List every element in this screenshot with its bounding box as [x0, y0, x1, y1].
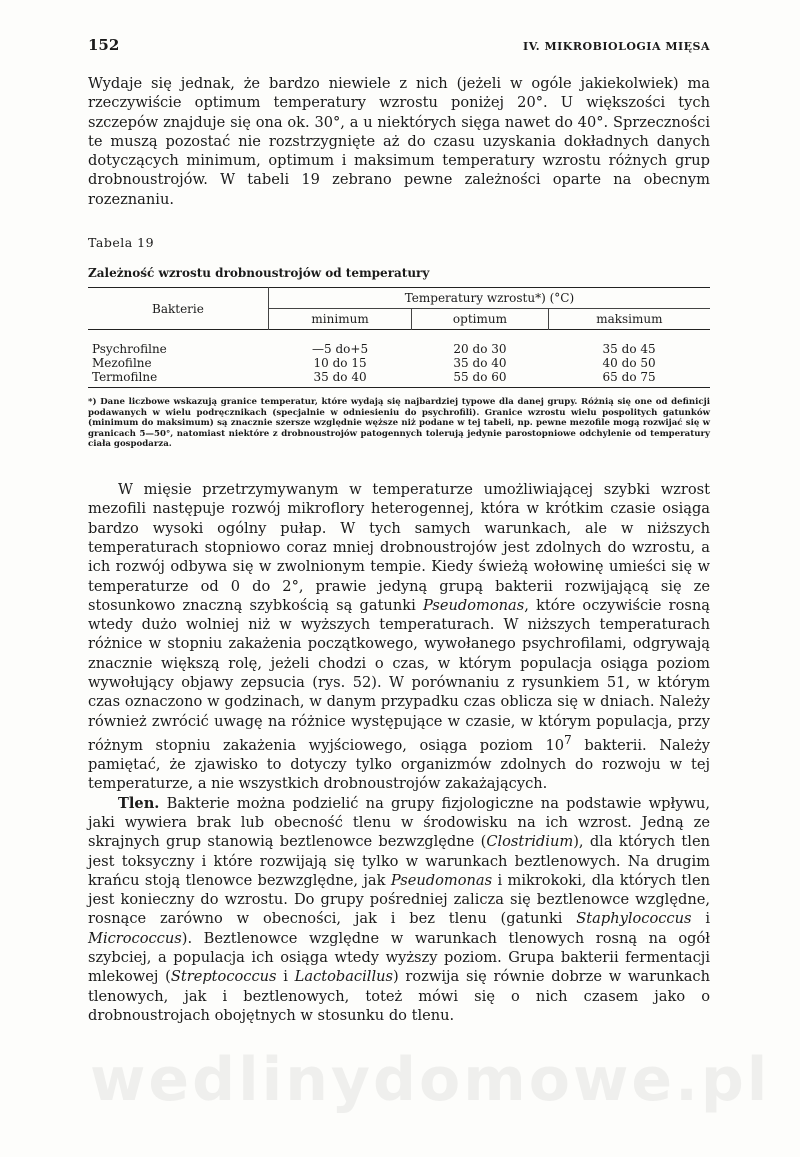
table-row	[88, 370, 710, 388]
text-run: Bakterie można podzielić na grupy fizjologiczne na podstawie wpływu, jaki wywiera brak lub obecność tlenu w środowisku na ich wzrost. Jedną ze skrajnych grup stanowią beztlenowce bezwzględne (	[88, 794, 710, 851]
genus-name: Pseudomonas	[390, 871, 493, 889]
genus-name: Micrococcus	[88, 929, 182, 947]
table-label: Tabela 19	[88, 235, 155, 251]
section-heading-oxygen: Tlen.	[118, 794, 160, 812]
genus-name: Pseudomonas	[422, 596, 525, 614]
text-run: i	[691, 910, 710, 928]
row-name: Mezofilne	[92, 356, 152, 371]
table-footnote: *) Dane liczbowe wskazują granice temperatur, które wydają się najbardziej typowe dla danej grupy. Różnią się one od definicji podawanych w wielu podręcznikach (specjalnie w odniesieniu do psychrofili). Granice wzrostu wielu pospolitych gatunków (minimum do maksimum) są znacznie szersze względnie węższe niż podane w tej tabeli, np. pewne mezofile mogą rozwijać się w granicach 5—50°, natomiast niektóre z drobnoustrojów patogennych tolerują jedynie parostopniowe odchylenie od temperatury ciała gospodarza.	[88, 397, 710, 450]
row-max: 65 do 75	[602, 370, 656, 385]
intro-paragraph: Wydaje się jednak, że bardzo niewiele z nich (jeżeli w ogóle jakiekolwiek) ma rzeczywiście optimum temperatury wzrostu poniżej 20°. U większości tych szczepów znajduje się ona ok. 30°, a u niektórych sięga nawet do 40°. Sprzeczności te muszą pozostać nie rozstrzygnięte aż do czasu uzyskania dokładnych danych dotyczących minimum, optimum i maksimum temperatury wzrostu różnych grup drobnoustrojów. W tabeli 19 zebrano pewne zależności oparte na obecnym rozeznaniu.	[88, 75, 710, 208]
text-run: bakterii. Należy pamiętać, że zjawisko to dotyczy tylko organizmów zdolnych do rozwoju w tej temperaturze, a nie wszystkich drobnoustrojów zakażających.	[88, 736, 710, 793]
text-run: W mięsie przetrzymywanym w temperaturze umożliwiającej szybki wzrost mezofili następuje rozwój mikroflory heterogennej, która w krótkim czasie osiąga bardzo wysoki ogólny pułap. W tych samych warunkach, ale w niższych temperaturach stopniowo coraz mniej drobnoustrojów jest zdolnych do wzrostu, a ich rozwój odbywa się w zwolnionym tempie. Kiedy świeżą wołowinę umieści się w temperaturze od 0 do 2°, prawie jedyną grupą bakterii rozwijającą się ze stosunkowo znaczną szybkością są gatunki	[88, 481, 710, 614]
watermark: wedlinydomowe.pl	[90, 1045, 771, 1115]
paragraph-oxygen	[88, 794, 710, 1026]
genus-name: Lactobacillus	[294, 968, 393, 986]
row-name: Psychrofilne	[92, 342, 167, 357]
paragraph-meat-temperature	[88, 480, 710, 794]
genus-name: Clostridium	[486, 833, 574, 851]
text-run: , które oczywiście rosną wtedy dużo wolniej niż w wyższych temperaturach. W niższych temperaturach różnice w stopniu zakażenia początkowego, wywołanego psychrofilami, odgrywają znacznie większą rolę, jeżeli chodzi o czas, w którym populacja osiąga poziom wywołujący objawy zepsucia (rys. 52). W porównaniu z rysunkiem 51, w którym czas oznaczono w godzinach, w danym przypadku czas oblicza się w dniach. Należy również zwrócić uwagę na różnice występujące w czasie, w którym populacja, przy różnym stopniu zakażenia wyjściowego, osiąga poziom 10	[88, 596, 710, 754]
row-max: 40 do 50	[602, 356, 656, 371]
temperature-table	[88, 287, 710, 388]
row-max: 35 do 45	[602, 342, 656, 357]
header-bacteria: Bakterie	[88, 288, 268, 330]
row-min: 10 do 15	[313, 356, 367, 371]
row-opt: 20 do 30	[453, 342, 507, 357]
genus-name: Staphylococcus	[576, 910, 692, 928]
row-min: —5 do+5	[312, 342, 369, 357]
header-maximum: maksimum	[596, 312, 663, 327]
table-row	[88, 330, 710, 357]
exponent: 7	[564, 732, 572, 747]
row-name: Termofilne	[92, 370, 158, 385]
page-number: 152	[88, 36, 120, 54]
row-min: 35 do 40	[313, 370, 367, 385]
table-title: Zależność wzrostu drobnoustrojów od temperatury	[88, 266, 430, 281]
text-run: i	[276, 968, 295, 986]
running-head: IV. MIKROBIOLOGIA MIĘSA	[523, 40, 710, 53]
genus-name: Streptococcus	[170, 968, 277, 986]
page-header	[88, 36, 710, 58]
table-row	[88, 356, 710, 370]
book-page	[88, 36, 710, 1025]
header-optimum: optimum	[412, 309, 548, 330]
header-minimum: minimum	[311, 312, 369, 327]
row-opt: 55 do 60	[453, 370, 507, 385]
row-opt: 35 do 40	[453, 356, 507, 371]
text-run: ) rozwija się równie dobrze w warunkach tlenowych, jak i beztlenowych, toteż mówi się o nich czasem jako o drobnoustrojach obojętnych w stosunku do tlenu.	[88, 968, 711, 1024]
text-run: ), dla których tlen jest toksyczny i które rozwijają się tylko w warunkach beztlenowych. Na drugim krańcu stoją tlenowce bezwzględne, jak	[88, 833, 710, 889]
header-temperatures: Temperatury wzrostu*) (°C)	[268, 288, 710, 309]
text-run: ). Beztlenowce względne w warunkach tlenowych rosną na ogół szybciej, a populacja ich osiąga wtedy wyższy poziom. Grupa bakterii fermentacji mlekowej (	[88, 929, 710, 986]
text-run: i mikrokoki, dla których tlen jest konieczny do wzrostu. Do grupy pośredniej zalicza się beztlenowce względne, rosnące zarówno w obecności, jak i bez tlenu (gatunki	[88, 871, 710, 928]
